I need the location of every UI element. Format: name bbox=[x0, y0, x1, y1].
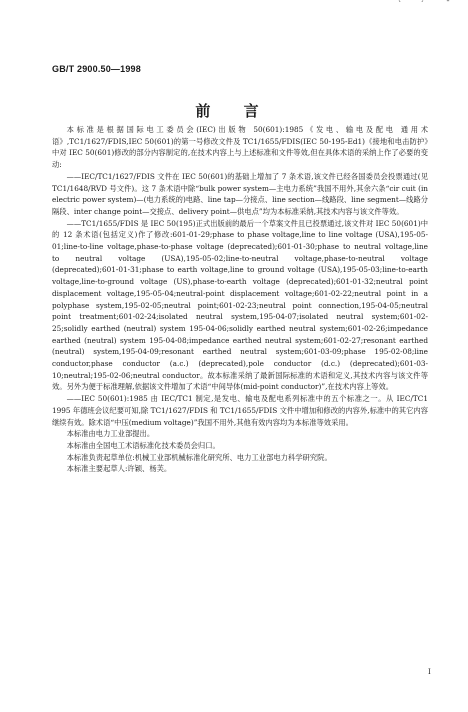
paragraph-tc1-1655: ——TC1/1655/FDIS 是 IEC 50(195)正式出版前的最后一个草案文件且已投票通过,该文件对 IEC 50(601)中的 12 条术语(包括定义)作了修改:601-01-29;phase to phase voltage,line to line voltage (USA),195-05-01;line-to-line voltage,phase-to-phase voltage (deprecated);601-01-30;phase to neutral voltage,line to neutral voltage (USA),195-05-02;line-to-neutral voltage,phase-to-neutral voltage (deprecated);601-01-31;phase to earth voltage,line to ground voltage (USA),195-05-03;line-to-earth voltage,line-to-ground voltage (US),phase-to-earth voltage (deprecated);601-01-32;neutral point displacement voltage,195-05-04;neutral-point displacement voltage;601-02-22;neutral point in a polyphase system,195-02-05;neutral point;601-02-23;neutral point connection,195-04-05;neutral point treatment;601-02-24;isolated neutral system,195-04-07;isolated neutral system;601-02-25;solidly earthed (neutral) system 195-04-06;solidly earthed neutral system;601-02-26;impedance earthed (neutral) system 195-04-08;impedance earthed neutral system;601-02-27;resonant earthed (neutral) system,195-04-09;resonant earthed neutral system;601-03-09;phase 195-02-08;line conductor,phase conductor (a.c.) (deprecated),pole conductor (d.c.) (deprecated);601-03-10;neutral;195-02-06;neutral conductor。故本标准采纳了最新国际标准的术语和定义,其技术内容与该文件等效。另外为便于标准理解,依据该文件增加了术语“中间导体(mid-point conductor)”,在技术内容上等效。 bbox=[52, 218, 428, 392]
page-title: 前 言 bbox=[195, 102, 273, 120]
corner-mark-3: ˉ bbox=[446, 0, 450, 9]
paragraph-drafters: 本标准主要起草人:许颖、杨芙。 bbox=[66, 464, 172, 474]
paragraph-tc1-1627: ——IEC/TC1/1627/FDIS 文件在 IEC 50(601)的基础上增加了 7 条术语,该文件已经各国委员会投票通过(见 TC1/1648/RVD 号文件)。这 7 条术语中除“bulk power system—主电力系统”我国不用外,其余六条“cir cuit (in electric power system)—(电力系统的)电路、line tap—分接点、line section—线路段、line segment—线路分隔段、inter change point—交接点、delivery point—供电点”均为本标准采纳,其技术内容与该文件等效。 bbox=[52, 171, 428, 216]
corner-mark-1: ˋ bbox=[398, 0, 402, 9]
standard-number: GB/T 2900.50—1998 bbox=[52, 64, 141, 74]
page-number: I bbox=[428, 668, 431, 676]
paragraph-proposer: 本标准由电力工业部提出。 bbox=[66, 429, 155, 439]
paragraph-intro: 本标准是根据国际电工委员会(IEC)出版物 50(601):1985《发电、输电及配电 通用术语》,TC1/1627/FDIS,IEC 50(601)的第一号修改文件及 TC1/1655/FDIS(IEC 50-195-Ed1)《接地和电击防护》中对 IEC 50(601)修改的部分内容制定的,在技术内容上与上述标准和文件等效,但在具体术语的采纳上作了必要的变动: bbox=[52, 125, 428, 170]
document-body bbox=[52, 124, 428, 475]
paragraph-drafting-units: 本标准负责起草单位:机械工业部机械标准化研究所、电力工业部电力科学研究院。 bbox=[66, 452, 332, 462]
corner-mark-2: ˊ bbox=[420, 0, 424, 9]
paragraph-iec-50-601: ——IEC 50(601):1985 由 IEC/TC1 制定,是发电、输电及配电系列标准中的五个标准之一。从 IEC/TC1 1995 年德班会议纪要可知,除 TC1/1627/FDIS 和 TC1/1655/FDIS 文件中增加和修改的内容外,标准中的其它内容继续有效。除术语“中压(medium voltage)”我国不用外,其他有效内容均为本标准等效采用。 bbox=[52, 394, 428, 427]
paragraph-committee: 本标准由全国电工术语标准化技术委员会归口。 bbox=[66, 440, 220, 450]
